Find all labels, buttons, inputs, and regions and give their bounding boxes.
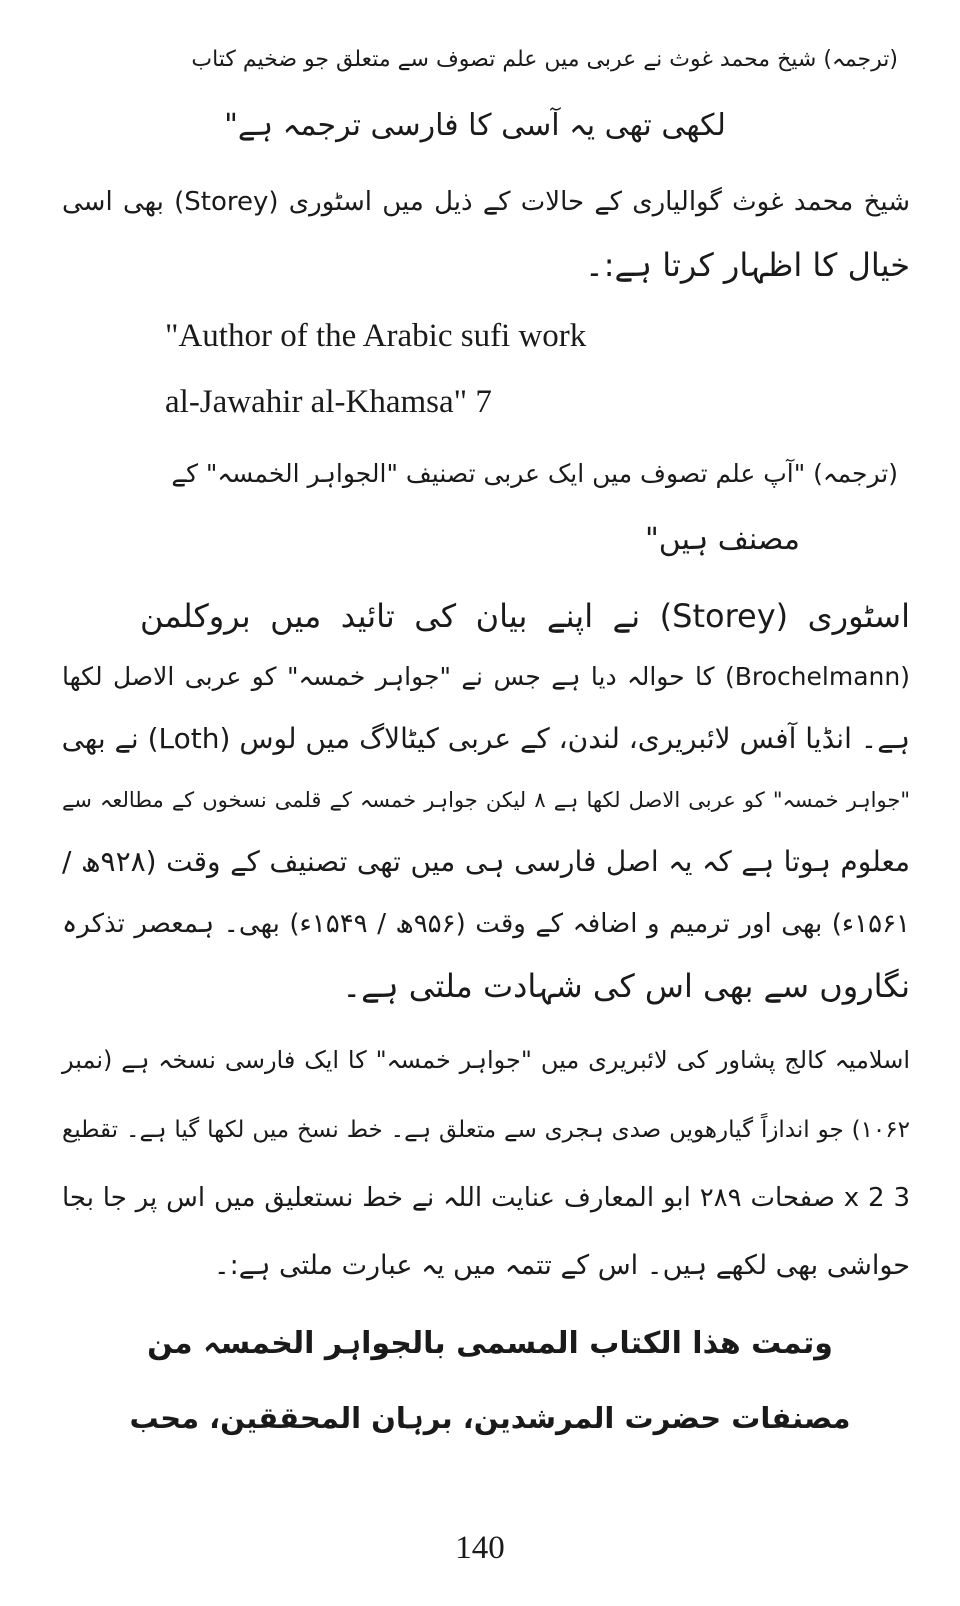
english-quote-line-2: al-Jawahir al-Khamsa" 7	[165, 384, 492, 420]
body-line-12: "جواہر خمسہ" کو عربی الاصل لکھا ہے ۸ لیکن جواہر خمسہ کے قلمی نسخوں کے مطالعہ سے	[62, 788, 910, 812]
body-line-14: ۱۵۶۱ء) بھی اور ترمیم و اضافہ کے وقت (۹۵۶ھ / ۱۵۴۹ء) بھی۔ ہمعصر تذکرہ	[62, 909, 910, 939]
translation-line-3: (ترجمہ) "آپ علم تصوف میں ایک عربی تصنیف "الجواہر الخمسہ" کے	[171, 459, 898, 488]
body-line-11: ہے۔ انڈیا آفس لائبریری، لندن، کے عربی کیٹالاگ میں لوس (Loth) نے بھی	[61, 722, 910, 755]
body-line-18: 3 x 2 صفحات ۲۸۹ ابو المعارف عنایت اللہ نے خط نستعلیق میں اس پر جا بجا	[62, 1183, 910, 1213]
arabic-quote-line-2: مصنفات حضرت المرشدین، برہان المحققین، محب	[129, 1401, 851, 1435]
body-line-16: اسلامیہ کالج پشاور کی لائبریری میں "جواہر خمسہ" کا ایک فارسی نسخہ ہے (نمبر	[62, 1046, 910, 1074]
body-line-9: اسٹوری (Storey) نے اپنے بیان کی تائید میں بروکلمن	[140, 597, 911, 635]
body-line-13: معلوم ہوتا ہے کہ یہ اصل فارسی ہی میں تھی تصنیف کے وقت (۹۲۸ھ /	[62, 845, 910, 878]
body-line-4: خیال کا اظہار کرتا ہے:۔	[585, 246, 910, 284]
translation-line-1: (ترجمہ) شیخ محمد غوث نے عربی میں علم تصوف سے متعلق جو ضخیم کتاب	[191, 47, 898, 72]
body-line-10: (Brochelmann) کا حوالہ دیا ہے جس نے "جواہر خمسہ" کو عربی الاصل لکھا	[62, 662, 910, 691]
body-line-19: حواشی بھی لکھے ہیں۔ اس کے تتمہ میں یہ عبارت ملتی ہے:۔	[213, 1250, 910, 1281]
arabic-quote-line-1: وتمت ھذا الکتاب المسمی بالجواہر الخمسہ من	[147, 1326, 833, 1361]
translation-line-4: مصنف ہیں"	[645, 522, 800, 557]
body-line-3: شیخ محمد غوث گوالیاری کے حالات کے ذیل میں اسٹوری (Storey) بھی اسی	[62, 187, 910, 217]
body-line-17: ۱۰۶۲) جو اندازاً گیارھویں صدی ہجری سے متعلق ہے۔ خط نسخ میں لکھا گیا ہے۔ تقطیع	[62, 1117, 910, 1143]
body-line-15: نگاروں سے بھی اس کی شہادت ملتی ہے۔	[342, 967, 910, 1005]
page-number: 140	[455, 1530, 505, 1566]
translation-line-2: لکھی تھی یہ آسی کا فارسی ترجمہ ہے"	[224, 108, 726, 143]
english-quote-line-1: "Author of the Arabic sufi work	[165, 318, 587, 354]
